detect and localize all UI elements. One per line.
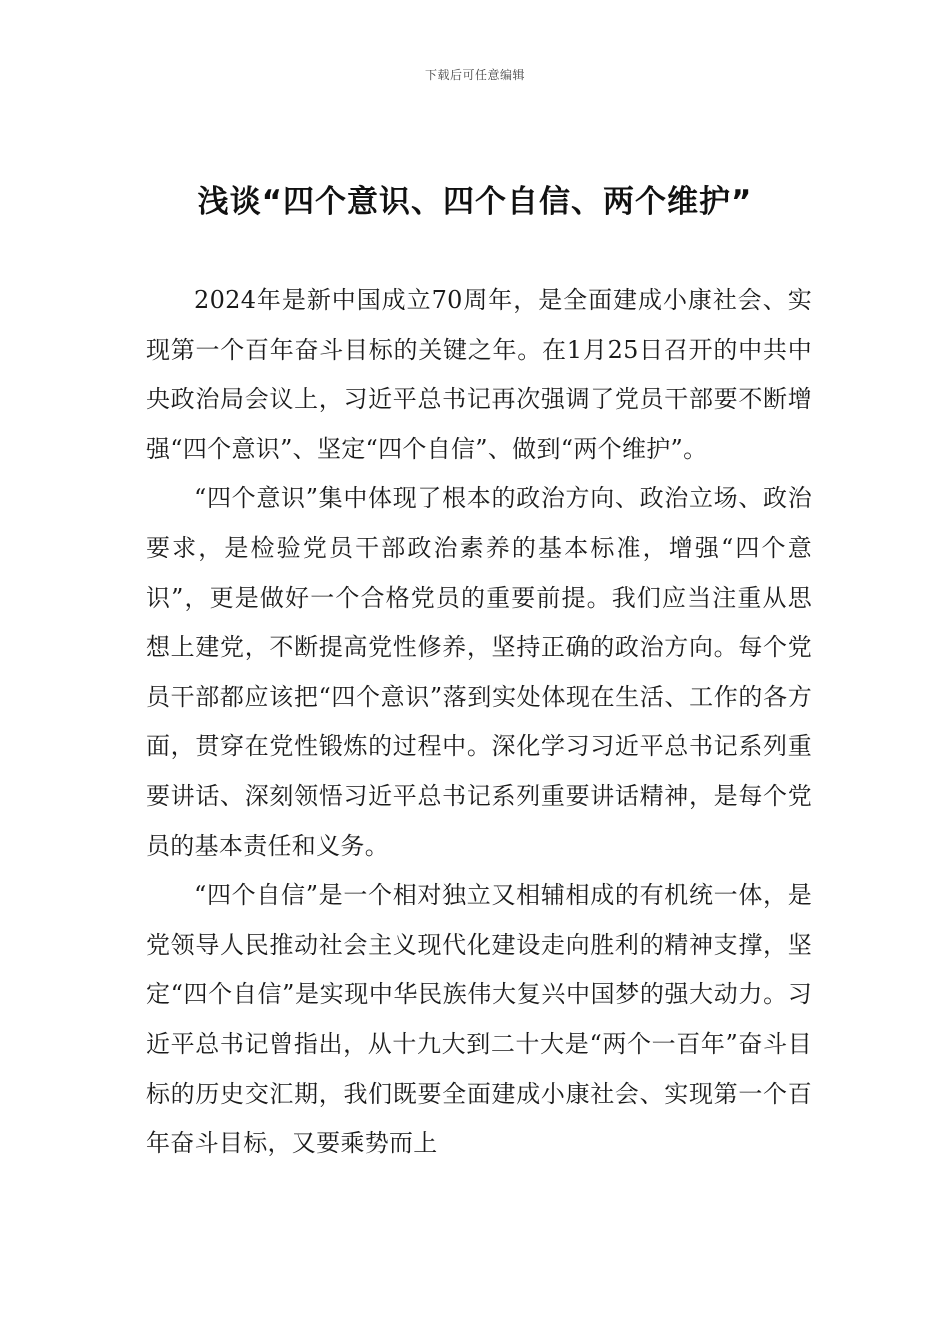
document-body xyxy=(146,276,812,1169)
paragraph-1: 2024年是新中国成立70周年，是全面建成小康社会、实现第一个百年奋斗目标的关键之年。在1月25日召开的中共中央政治局会议上，习近平总书记再次强调了党员干部要不断增强“四个意识”、坚定“四个自信”、做到“两个维护”。 xyxy=(146,286,812,463)
header-note: 下载后可任意编辑 xyxy=(424,68,525,82)
paragraph-2: “四个意识”集中体现了根本的政治方向、政治立场、政治要求，是检验党员干部政治素养的基本标准，增强“四个意识”，更是做好一个合格党员的重要前提。我们应当注重从思想上建党，不断提高党性修养，坚持正确的政治方向。每个党员干部都应该把“四个意识”落到实处体现在生活、工作的各方面，贯穿在党性锻炼的过程中。深化学习习近平总书记系列重要讲话、深刻领悟习近平总书记系列重要讲话精神，是每个党员的基本责任和义务。 xyxy=(146,484,812,860)
paragraph-3: “四个自信”是一个相对独立又相辅相成的有机统一体，是党领导人民推动社会主义现代化建设走向胜利的精神支撑，坚定“四个自信”是实现中华民族伟大复兴中国梦的强大动力。习近平总书记曾指出，从十九大到二十大是“两个一百年”奋斗目标的历史交汇期，我们既要全面建成小康社会、实现第一个百年奋斗目标，又要乘势而上 xyxy=(146,881,812,1158)
document-title: 浅谈“四个意识、四个自信、两个维护” xyxy=(197,184,753,220)
